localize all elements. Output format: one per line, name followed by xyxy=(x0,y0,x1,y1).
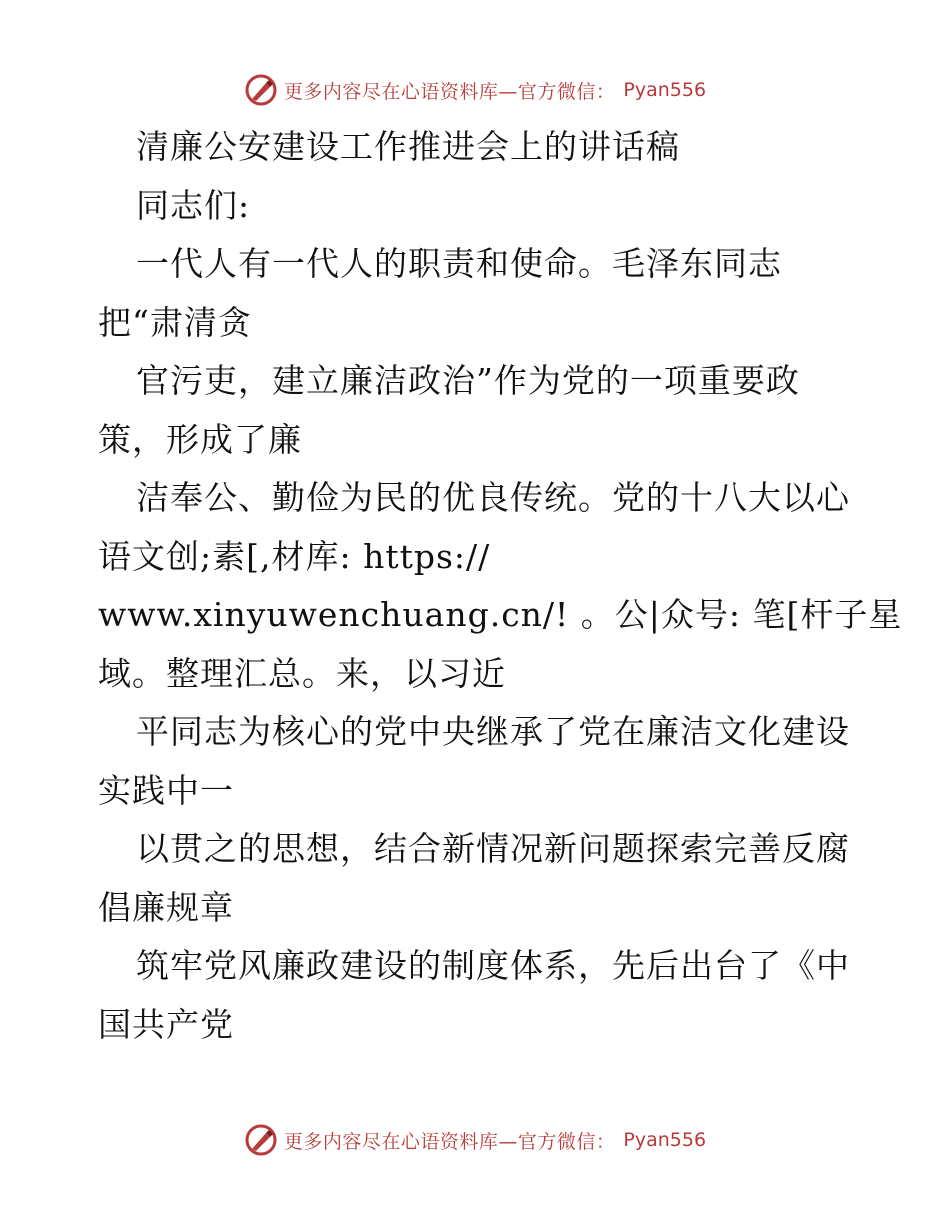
text-line: 语文创;素[,材库: https:// xyxy=(98,536,491,576)
header-banner-text: 更多内容尽在心语资料库—官方微信： xyxy=(283,80,616,103)
pen-logo-icon xyxy=(244,73,278,107)
footer-banner xyxy=(0,1120,950,1160)
text-line: 一代人有一代人的职责和使命。毛泽东同志 xyxy=(136,244,782,283)
text-line: 实践中一 xyxy=(98,770,234,810)
speech-body xyxy=(98,118,903,1054)
text-line: 同志们: xyxy=(136,185,251,225)
text-line: 把“肃清贪 xyxy=(98,302,252,342)
text-line: 策，形成了廉 xyxy=(98,419,302,459)
text-line: 倡廉规章 xyxy=(98,887,234,927)
text-line: www.xinyuwenchuang.cn/! 。公|众号: 笔[杆子星 xyxy=(98,595,903,634)
header-banner xyxy=(0,70,950,110)
text-line: 平同志为核心的党中央继承了党在廉洁文化建设 xyxy=(136,712,850,751)
pen-logo-icon xyxy=(244,1123,278,1157)
footer-banner-wechat-id: Pyan556 xyxy=(623,1129,707,1151)
text-line: 洁奉公、勤俭为民的优良传统。党的十八大以心 xyxy=(136,478,850,517)
text-line: 筑牢党风廉政建设的制度体系，先后出台了《中 xyxy=(136,946,850,985)
text-line: 官污吏，建立廉洁政治”作为党的一项重要政 xyxy=(136,361,800,400)
text-line: 以贯之的思想，结合新情况新问题探索完善反腐 xyxy=(136,829,850,868)
text-line: 域。整理汇总。来，以习近 xyxy=(98,653,506,693)
text-line: 清廉公安建设工作推进会上的讲话稿 xyxy=(136,127,680,166)
header-banner-wechat-id: Pyan556 xyxy=(623,79,707,101)
text-line: 国共产党 xyxy=(98,1004,234,1044)
footer-banner-text: 更多内容尽在心语资料库—官方微信： xyxy=(283,1130,616,1153)
